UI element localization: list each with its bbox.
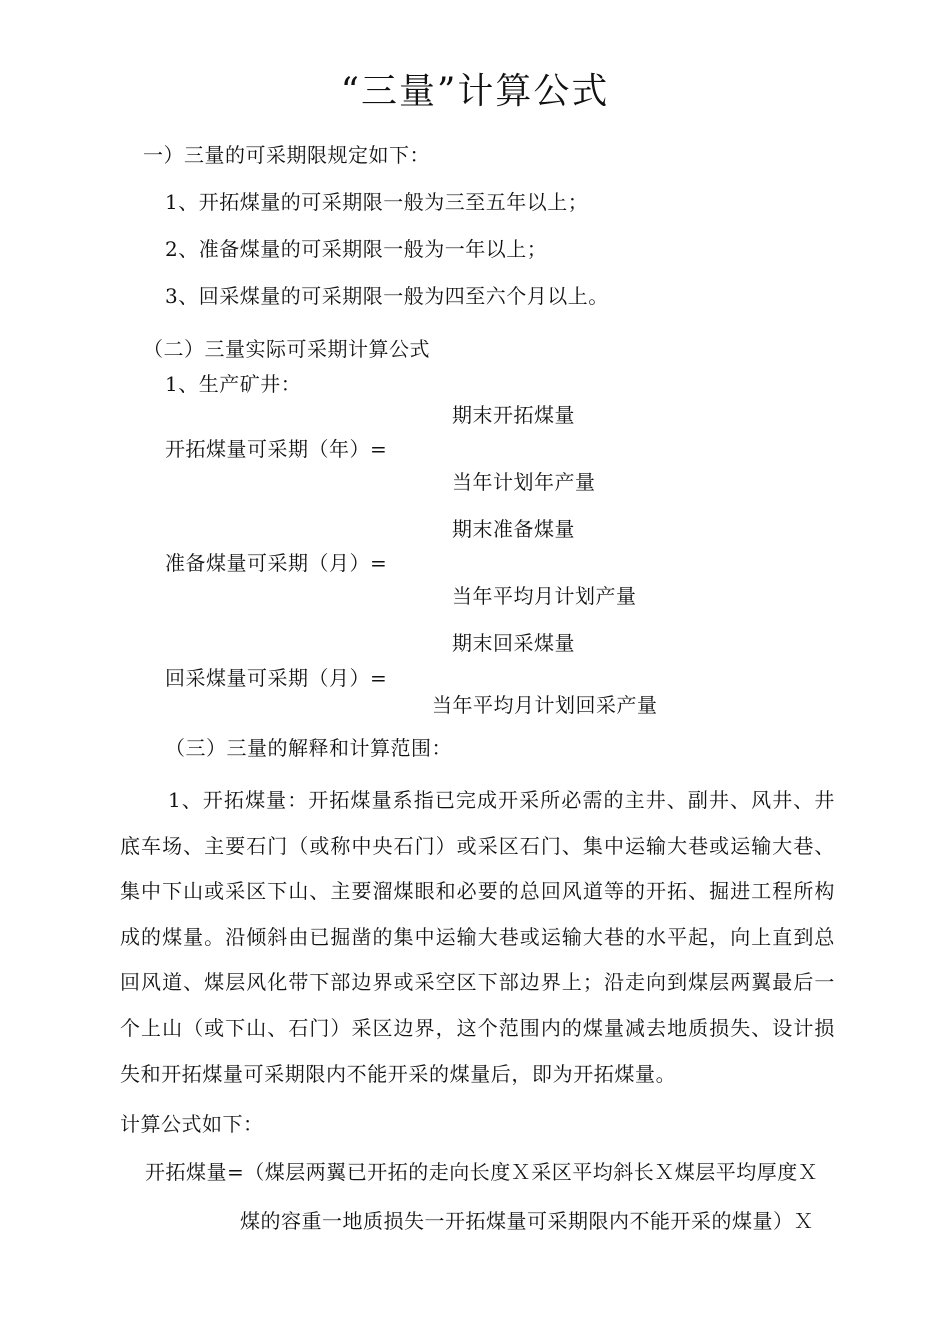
formula-2-denominator: 当年平均月计划产量 — [452, 584, 637, 608]
formula-2-label: 准备煤量可采期（月）= — [165, 551, 388, 575]
formula-3-label: 回采煤量可采期（月）= — [165, 666, 388, 690]
formula-intro: 计算公式如下： — [120, 1112, 264, 1136]
formula-2-numerator: 期末准备煤量 — [452, 517, 575, 541]
kaituo-formula-line-1: 开拓煤量=（煤层两翼已开拓的走向长度Ｘ采区平均斜长Ｘ煤层平均厚度Ｘ — [145, 1160, 819, 1184]
formula-1-label: 开拓煤量可采期（年）= — [165, 437, 388, 461]
section1-heading: 一）三量的可采期限规定如下： — [143, 143, 430, 167]
section2-subheading: 1、生产矿井： — [165, 372, 302, 396]
formula-1-denominator: 当年计划年产量 — [452, 470, 596, 494]
kaituo-definition-text: 1、开拓煤量：开拓煤量系指已完成开采所必需的主井、副井、风井、井底车场、主要石门（或称中央石门）或采区石门、集中运输大巷或运输大巷、集中下山或采区下山、主要溜煤眼和必要的总回风道等的开拓、掘进工程所构成的煤量。沿倾斜由已掘凿的集中运输大巷或运输大巷的水平起，向上直到总回风道、煤层风化带下部边界或采空区下部边界上；沿走向到煤层两翼最后一个上山（或下山、石门）采区边界，这个范围内的煤量减去地质损失、设计损失和开拓煤量可采期限内不能开采的煤量后，即为开拓煤量。 — [120, 788, 835, 1086]
page-title: “三量”计算公式 — [340, 71, 610, 112]
formula-1-numerator: 期末开拓煤量 — [452, 403, 575, 427]
kaituo-formula-line-2: 煤的容重一地质损失一开拓煤量可采期限内不能开采的煤量）Ｘ — [240, 1209, 814, 1233]
section3-heading: （三）三量的解释和计算范围： — [165, 736, 452, 760]
section3-paragraph — [120, 778, 835, 1097]
formula-3-numerator: 期末回采煤量 — [452, 631, 575, 655]
section2-heading: （二）三量实际可采期计算公式 — [143, 337, 430, 361]
section1-item-2: 2、准备煤量的可采期限一般为一年以上； — [165, 237, 548, 261]
section1-item-1: 1、开拓煤量的可采期限一般为三至五年以上； — [165, 190, 589, 214]
section1-item-3: 3、回采煤量的可采期限一般为四至六个月以上。 — [165, 284, 609, 308]
formula-3-denominator: 当年平均月计划回采产量 — [432, 693, 658, 717]
